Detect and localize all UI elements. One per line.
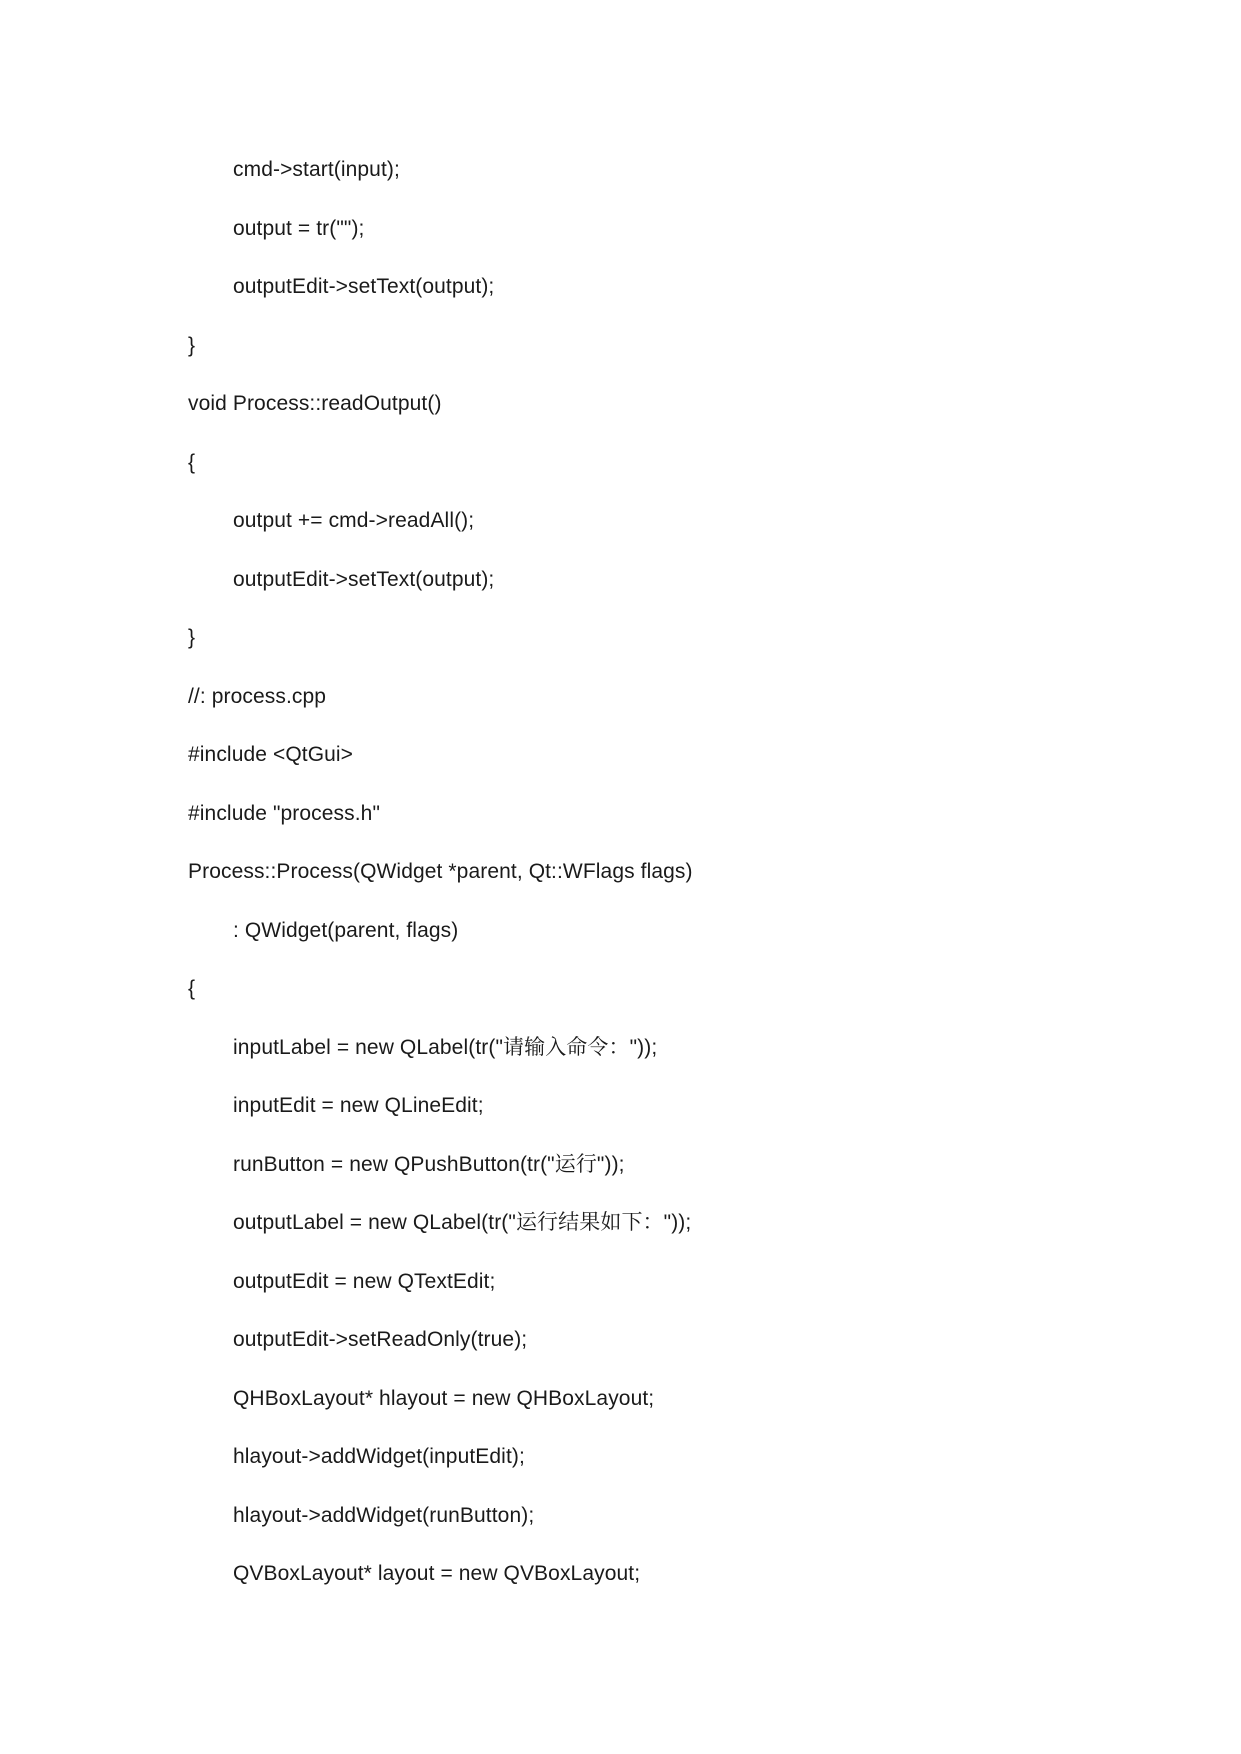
code-line: hlayout->addWidget(runButton); <box>233 1503 535 1527</box>
code-line: //: process.cpp <box>188 684 327 708</box>
code-line: outputEdit->setReadOnly(true); <box>233 1328 528 1351</box>
code-line: outputLabel = new QLabel(tr("运行结果如下：")); <box>233 1211 692 1234</box>
code-line: { <box>188 977 196 1000</box>
code-line: #include <QtGui> <box>188 743 354 766</box>
code-line: outputEdit = new QTextEdit; <box>233 1269 496 1293</box>
code-line: } <box>188 626 196 649</box>
code-line: outputEdit->setText(output); <box>233 567 495 591</box>
code-line: : QWidget(parent, flags) <box>233 918 459 942</box>
code-line: runButton = new QPushButton(tr("运行")); <box>233 1152 625 1176</box>
code-line: QHBoxLayout* hlayout = new QHBoxLayout; <box>233 1386 655 1410</box>
code-line: void Process::readOutput() <box>188 392 442 415</box>
code-line: QVBoxLayout* layout = new QVBoxLayout; <box>233 1562 641 1585</box>
code-line: #include "process.h" <box>188 801 381 825</box>
code-line: { <box>188 450 196 474</box>
code-line: inputLabel = new QLabel(tr("请输入命令：")); <box>233 1035 658 1059</box>
code-line: output += cmd->readAll(); <box>233 509 475 532</box>
code-line: output = tr(""); <box>233 216 365 240</box>
code-line: } <box>188 333 196 357</box>
code-line: Process::Process(QWidget *parent, Qt::WFlags flags) <box>188 860 693 883</box>
code-line: inputEdit = new QLineEdit; <box>233 1094 484 1117</box>
code-line: hlayout->addWidget(inputEdit); <box>233 1445 525 1468</box>
code-line: outputEdit->setText(output); <box>233 275 495 298</box>
code-line: cmd->start(input); <box>233 158 400 181</box>
code-listing <box>188 150 1088 1613</box>
